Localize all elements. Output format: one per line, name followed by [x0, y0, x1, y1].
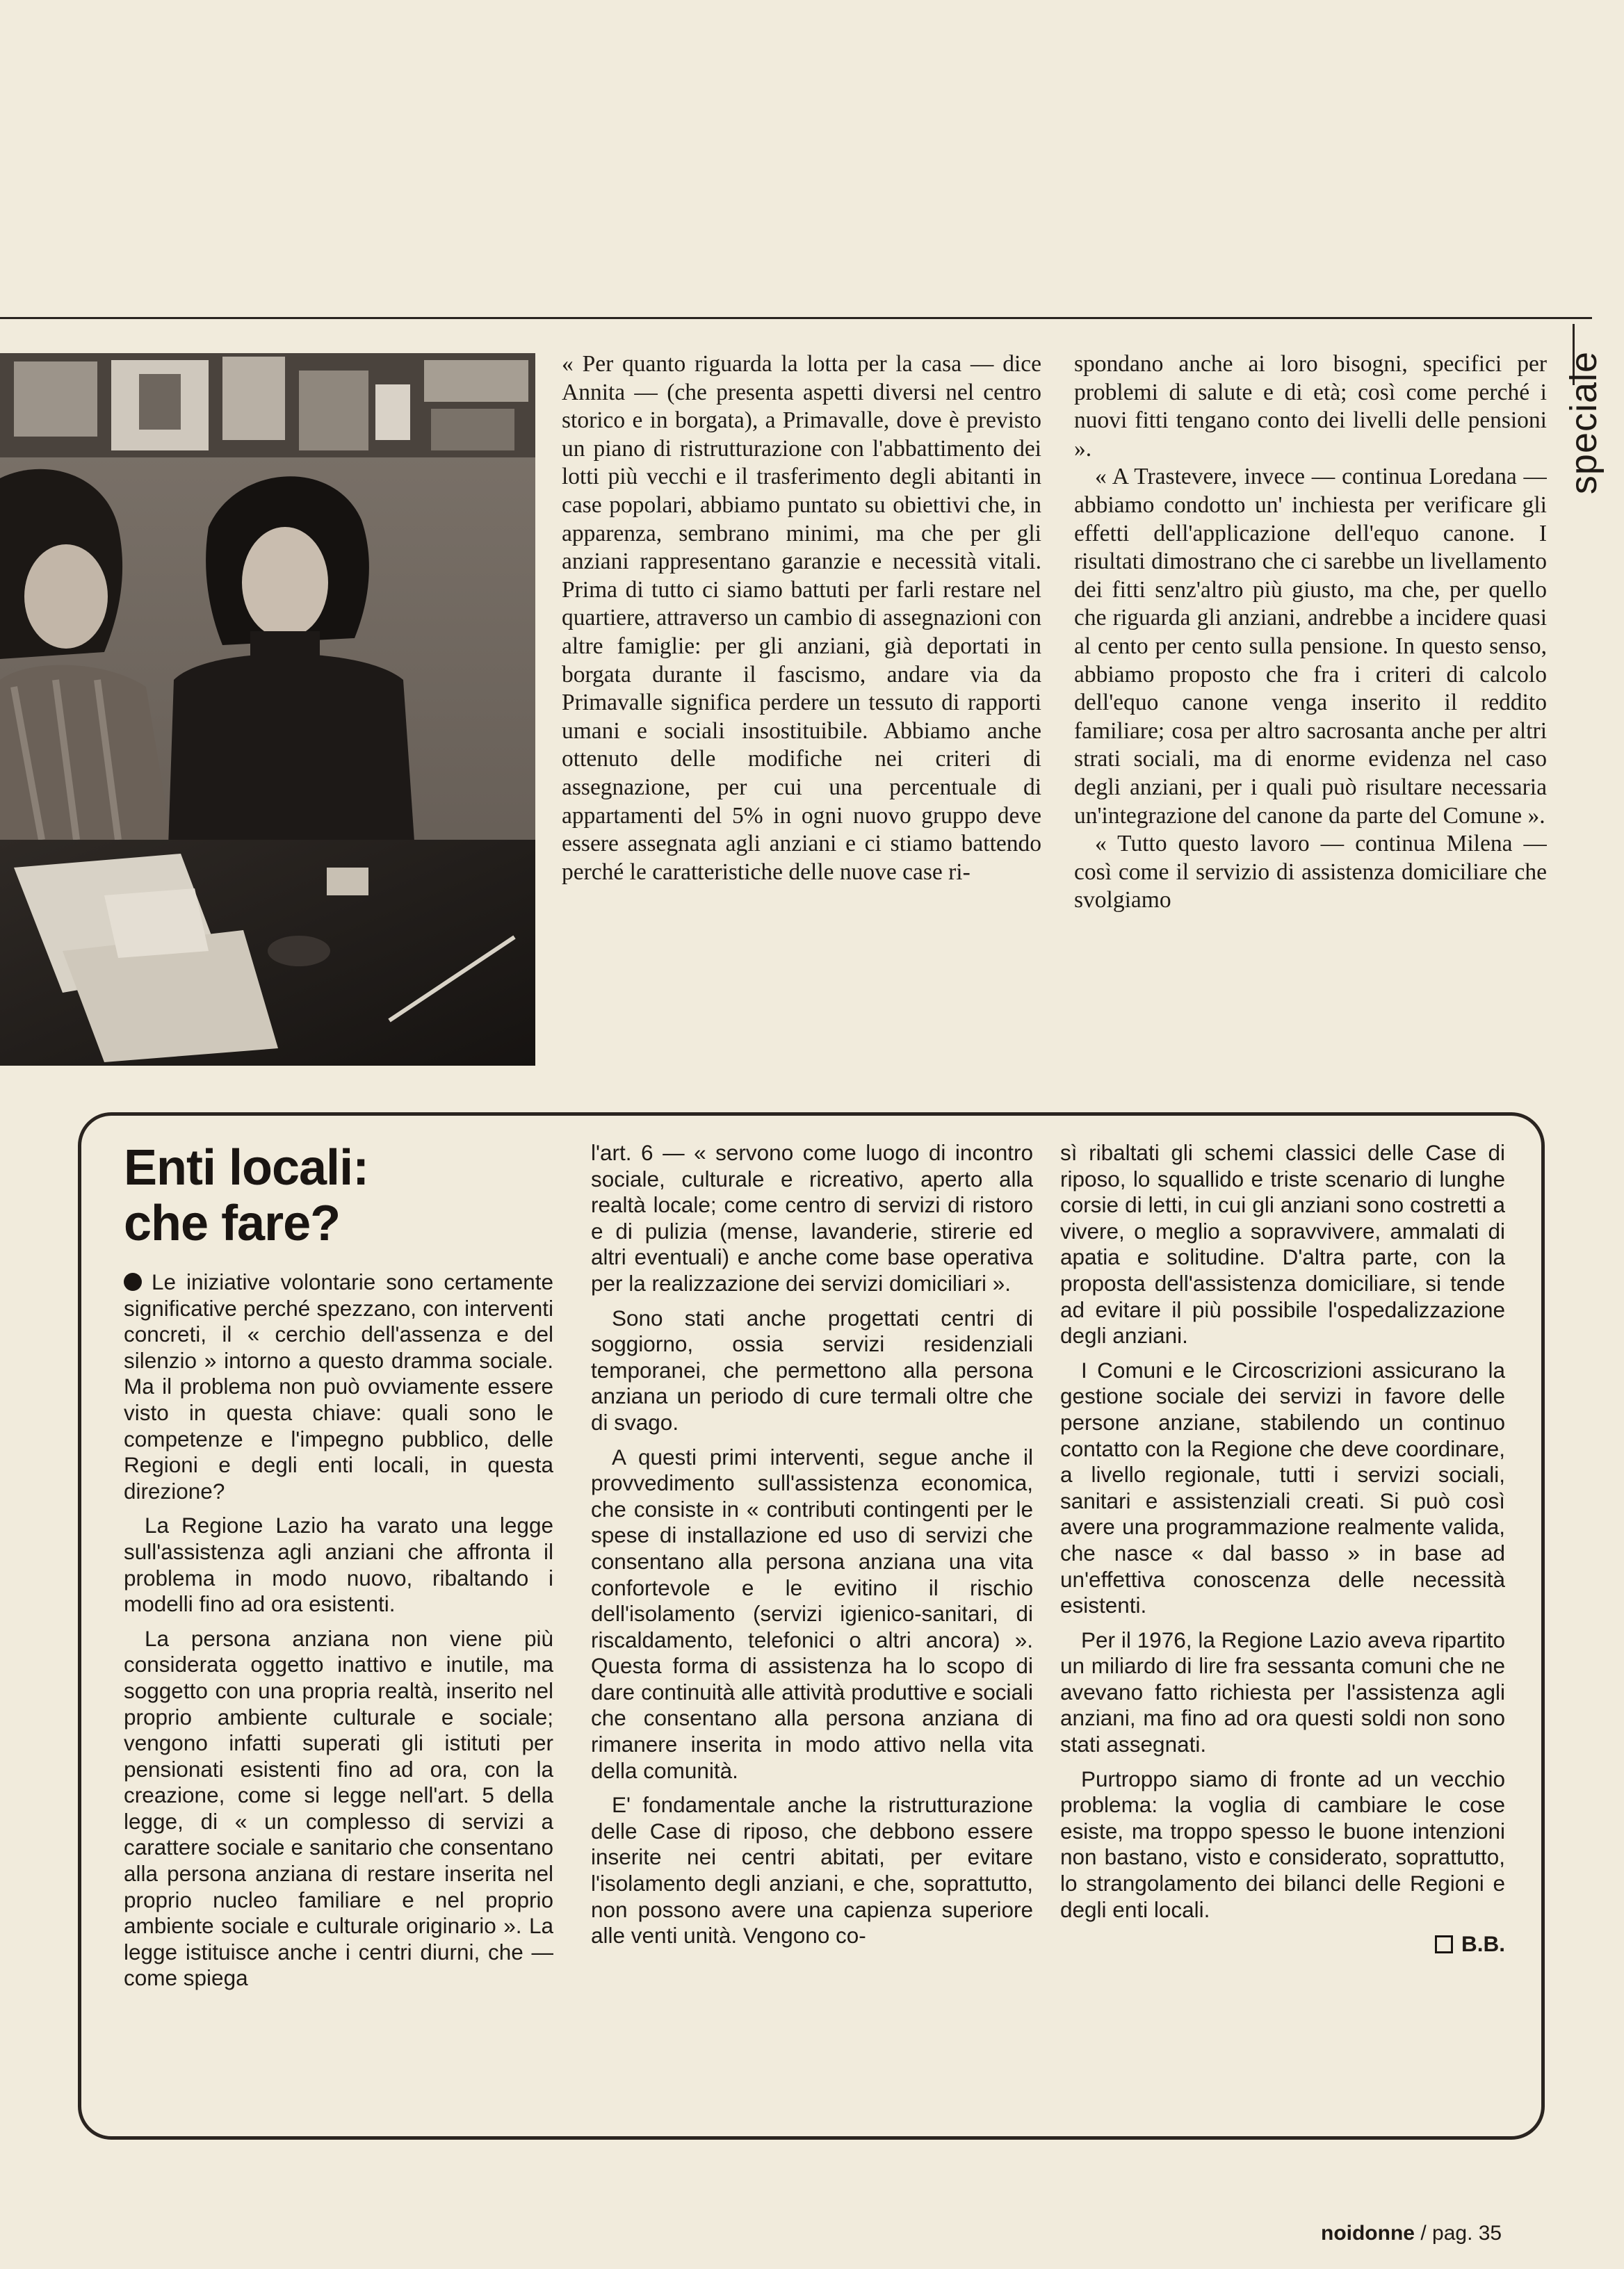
article-paragraph: « Per quanto riguarda la lotta per la casa — dice Annita — (che presenta aspetti diversi nel centro storico e in borgata), a Primavalle, dove è previsto un piano di ristrutturazione con l'abbattimento dei lotti più vecchi e il trasferimento degli abitanti in case popolari, abbiamo puntato su obiettivi che, in apparenza, sembrano minimi, ma che per gli anziani rappresentano garanzie e necessità vitali. Prima di tutto ci siamo battuti per farli restare nel quartiere, attraverso un cambio di assegnazioni con altre famiglie: per gli anziani, già deportati in borgata durante il fascismo, andare via da Primavalle significa perdere un tessuto di rapporti umani e sociali insostituibile. Abbiamo anche ottenuto delle modifiche nei criteri di assegnazione, per cui una percentuale di appartamenti del 5% in ogni nuovo gruppo deve essere assegnata agli anziani e ci stiamo battendo perché le caratteristiche delle nuove case ri-: [562, 351, 1041, 885]
box-title-line-2: che fare?: [124, 1196, 341, 1251]
page-footer: [1321, 2222, 1585, 2245]
signature-line: [1060, 1931, 1505, 1958]
article-photo: [0, 353, 535, 1066]
section-label-text: speciale: [1563, 350, 1605, 495]
box-lead-paragraph: [124, 1269, 553, 1504]
bullet-icon: [124, 1273, 142, 1291]
article-paragraph: « Tutto questo lavoro — continua Milena — così come il servizio di assistenza domiciliare che svolgiamo: [1074, 831, 1547, 913]
square-icon: [1435, 1935, 1453, 1953]
box-column-3: [1060, 1140, 1505, 2127]
box-paragraph: l'art. 6 — « servono come luogo di incontro sociale, culturale e ricreativo, aperto alla realtà locale; come centro di servizi di ristoro e di pulizia (mense, lavanderie, stirerie ed altri eventuali) e anche come base operativa per la realizzazione dei servizi domiciliari ».: [591, 1140, 1033, 1296]
section-label: [1549, 332, 1618, 513]
photo-two-women-at-desk-icon: [0, 353, 535, 1066]
box-paragraph: Sono stati anche progettati centri di soggiorno, ossia servizi residenziali temporanei, che permettono alla persona anziana un periodo di cure termali oltre che di svago.: [591, 1305, 1033, 1435]
box-column-2: [591, 1140, 1033, 2127]
box-paragraph: La Regione Lazio ha varato una legge sull'assistenza agli anziani che affronta il problema in modo nuovo, ribaltando i modelli fino ad ora esistenti.: [124, 1513, 553, 1617]
article-paragraph: « A Trastevere, invece — continua Loredana — abbiamo condotto un' inchiesta per verificare gli effetti dell'applicazione dell'equo canone. I risultati dimostrano che ci sarebbe un livellamento dei fitti senz'altro più giusto, ma che, per quello che riguarda gli anziani, andrebbe a incidere quasi al cento per cento sulla pensione. In questo senso, abbiamo proposto che fra i criteri di calcolo dell'equo canone venga inserito il reddito familiare; cosa per altro sacrosanta anche per altri strati sociali, ma di enorme evidenza nel caso degli anziani, per i quali può risultare necessaria un'integrazione del canone da parte del Comune ».: [1074, 464, 1547, 829]
article-column-1: [562, 350, 1041, 1073]
box-paragraph: sì ribaltati gli schemi classici delle Case di riposo, lo squallido e triste scenario di lunghe corsie di letti, in cui gli anziani sono costretti a vivere, o meglio a sopravvivere, ammalati di apatia e solitudine. D'altra parte, con la proposta dell'assistenza domiciliare, si tende ad evitare il più possibile l'ospedalizzazione degli anziani.: [1060, 1140, 1505, 1349]
box-lead-text: Le iniziative volontarie sono certamente significative perché spezzano, con interventi concreti, il « cerchio dell'assenza e del silenzio » intorno a questo dramma sociale. Ma il problema non può ovviamente essere visto in questa chiave: quali sono le competenze e l'impegno pubblico, delle Regioni e degli enti locali, in questa direzione?: [124, 1269, 553, 1504]
article-column-2: [1074, 350, 1547, 1073]
footer-separator: /: [1420, 2222, 1427, 2245]
box-column-1: [124, 1140, 553, 2127]
box-paragraph: E' fondamentale anche la ristrutturazione delle Case di riposo, che debbono essere inserite nei centri abitati, per evitare l'isolamento degli anziani, e che, soprattutto, non possono avere una capienza superiore alle venti unità. Vengono co-: [591, 1792, 1033, 1949]
box-paragraph: La persona anziana non viene più considerata oggetto inattivo e inutile, ma soggetto con una propria realtà, inserito nel proprio ambiente culturale e sociale; vengono infatti superati gli istituti per pensionati esistenti fino ad ora, con la creazione, come si legge nell'art. 5 della legge, di « un complesso di servizi a carattere sociale e sanitario che consentano alla persona anziana di restare inserita nel proprio nucleo familiare e nel proprio ambiente sociale e culturale originario ». La legge istituisce anche i centri diurni, che — come spiega: [124, 1625, 553, 1991]
box-title: [124, 1140, 553, 1251]
top-rule: [0, 317, 1592, 319]
signature: B.B.: [1461, 1931, 1505, 1957]
box-title-line-1: Enti locali:: [124, 1140, 369, 1196]
page-number: pag. 35: [1432, 2222, 1502, 2245]
box-paragraph: Purtroppo siamo di fronte ad un vecchio problema: la voglia di cambiare le cose esiste, ma troppo spesso le buone intenzioni non bastano, visto e considerato, soprattutto, lo strangolamento dei bilanci delle Regioni e degli enti locali.: [1060, 1766, 1505, 1922]
box-paragraph: I Comuni e le Circoscrizioni assicurano la gestione sociale dei servizi in favore delle persone anziane, stabilendo un continuo contatto con la Regione che deve coordinare, a livello regionale, tutti i servizi sociali, sanitari e assistenziali creati. Si può così avere una programmazione realmente valida, che nasce « dal basso » in base ad un'effettiva conoscenza delle necessità esistenti.: [1060, 1357, 1505, 1618]
magazine-name: noidonne: [1321, 2222, 1415, 2245]
article-paragraph: spondano anche ai loro bisogni, specifici per problemi di salute e di età; così come perché i nuovi fitti tengano conto dei livelli delle pensioni ».: [1074, 351, 1547, 462]
box-paragraph: A questi primi interventi, segue anche il provvedimento sull'assistenza economica, che consiste in « contributi contingenti per le spese di installazione ed uso di servizi che consentano alla persona anziana una vita confortevole e le evitino il rischio dell'isolamento (servizi igienico-sanitari, di riscaldamento, telefonici o altri ancora) ». Questa forma di assistenza ha lo scopo di dare continuità alle attività produttive e sociali che consentano alla persona anziana di rimanere inserita in modo attivo nella vita della comunità.: [591, 1444, 1033, 1783]
box-paragraph: Per il 1976, la Regione Lazio aveva ripartito un miliardo di lire fra sessanta comuni che ne avevano fatto richiesta per l'assistenza agli anziani, ma fino ad ora questi soldi non sono stati assegnati.: [1060, 1627, 1505, 1757]
